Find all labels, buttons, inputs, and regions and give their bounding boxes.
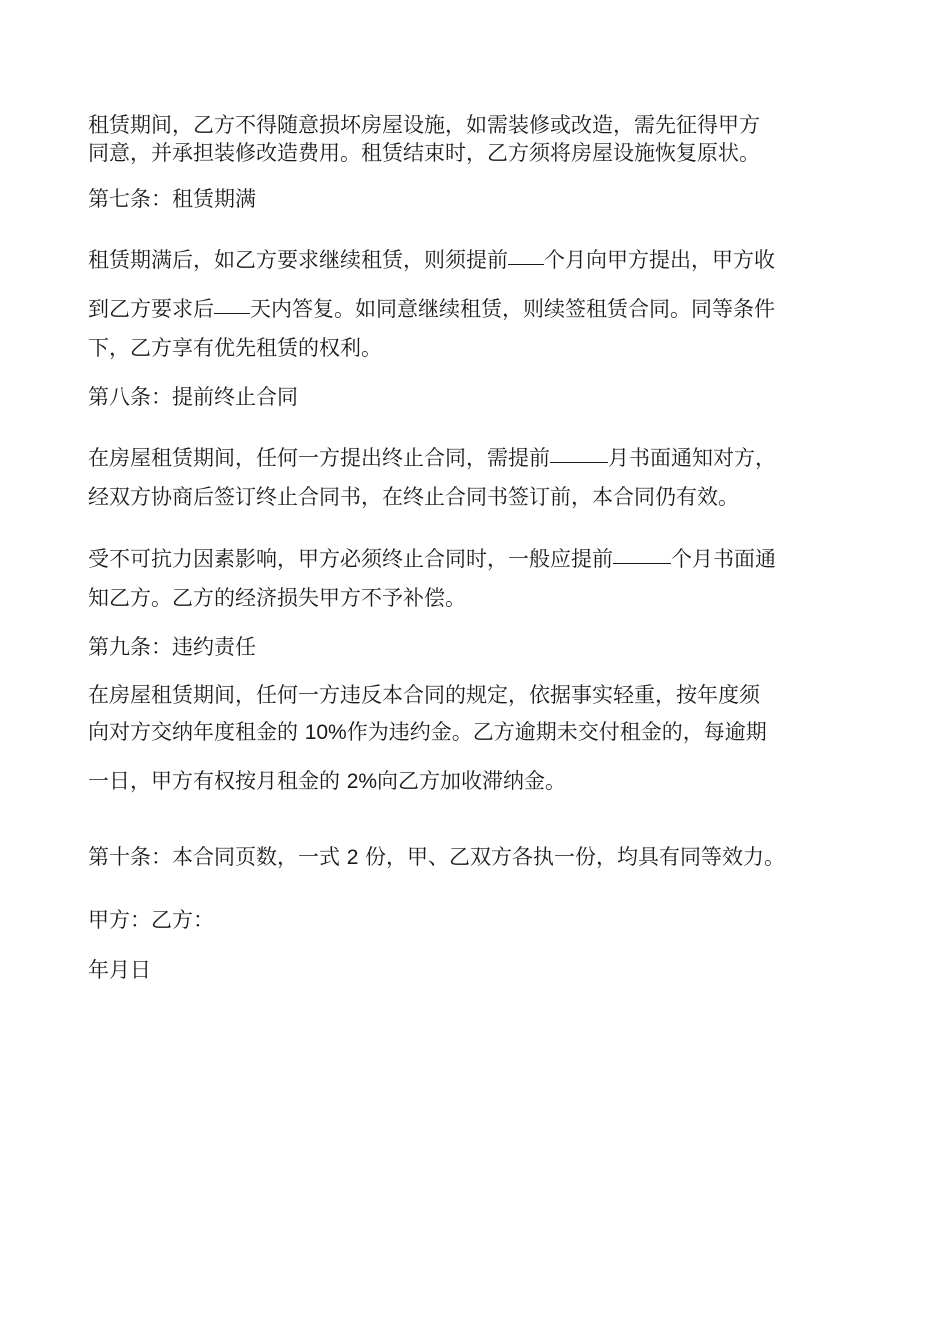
article-8-p1-line-2: 经双方协商后签订终止合同书，在终止合同书签订前，本合同仍有效。 xyxy=(88,485,739,509)
text-fragment: 一日，甲方有权按月租金的 xyxy=(88,769,347,793)
text-fragment: 到乙方要求后 xyxy=(88,297,214,321)
fill-blank xyxy=(550,441,608,463)
text-fragment: 月书面通知对方， xyxy=(608,446,776,470)
text-fragment: 作为违约金。乙方逾期未交付租金的，每逾期 xyxy=(346,720,767,744)
text-line: 同意，并承担装修改造费用。租赁结束时，乙方须将房屋设施恢复原状。 xyxy=(88,141,760,165)
article-7-heading: 第七条：租赁期满 xyxy=(88,187,256,211)
penalty-rate: 10% xyxy=(304,721,347,744)
text-fragment: 向对方交纳年度租金的 xyxy=(88,720,305,744)
copies-count: 2 xyxy=(346,846,359,869)
text-fragment: 天内答复。如同意继续租赁，则续签租赁合同。同等条件 xyxy=(250,297,775,321)
fill-blank xyxy=(214,292,250,314)
article-7-line-2 xyxy=(88,294,868,324)
text-line: 租赁期间，乙方不得随意损坏房屋设施，如需装修或改造，需先征得甲方 xyxy=(88,113,760,137)
text-fragment: 向乙方加收滞纳金。 xyxy=(377,769,567,793)
text-fragment: 个月向甲方提出，甲方收 xyxy=(544,248,775,272)
article-10 xyxy=(88,842,868,873)
fill-blank xyxy=(508,243,544,265)
text-fragment: 租赁期满后，如乙方要求继续租赁，则须提前 xyxy=(88,248,508,272)
article-8-p2-line-1 xyxy=(88,544,868,574)
article-8-p2-line-2: 知乙方。乙方的经济损失甲方不予补偿。 xyxy=(88,586,466,610)
fill-blank xyxy=(613,542,671,564)
text-fragment: 第十条：本合同页数，一式 xyxy=(88,845,347,869)
article-9-heading: 第九条：违约责任 xyxy=(88,635,256,659)
article-9-line-3 xyxy=(88,766,868,797)
article-8-heading: 第八条：提前终止合同 xyxy=(88,385,298,409)
signature-parties: 甲方：乙方： xyxy=(88,908,214,932)
article-8-p1-line-1 xyxy=(88,443,868,473)
article-7-line-1 xyxy=(88,245,868,275)
paragraph-restoration xyxy=(88,111,868,167)
article-9-line-2 xyxy=(88,717,868,748)
text-fragment: 份，甲、乙双方各执一份，均具有同等效力。 xyxy=(358,845,786,869)
signature-date: 年月日 xyxy=(88,958,151,982)
text-fragment: 个月书面通 xyxy=(671,547,776,571)
text-fragment: 在房屋租赁期间，任何一方提出终止合同，需提前 xyxy=(88,446,550,470)
article-7-line-3: 下，乙方享有优先租赁的权利。 xyxy=(88,336,382,360)
late-fee-rate: 2% xyxy=(346,770,378,793)
text-fragment: 受不可抗力因素影响，甲方必须终止合同时，一般应提前 xyxy=(88,547,613,571)
article-9-line-1: 在房屋租赁期间，任何一方违反本合同的规定，依据事实轻重，按年度须 xyxy=(88,683,760,707)
